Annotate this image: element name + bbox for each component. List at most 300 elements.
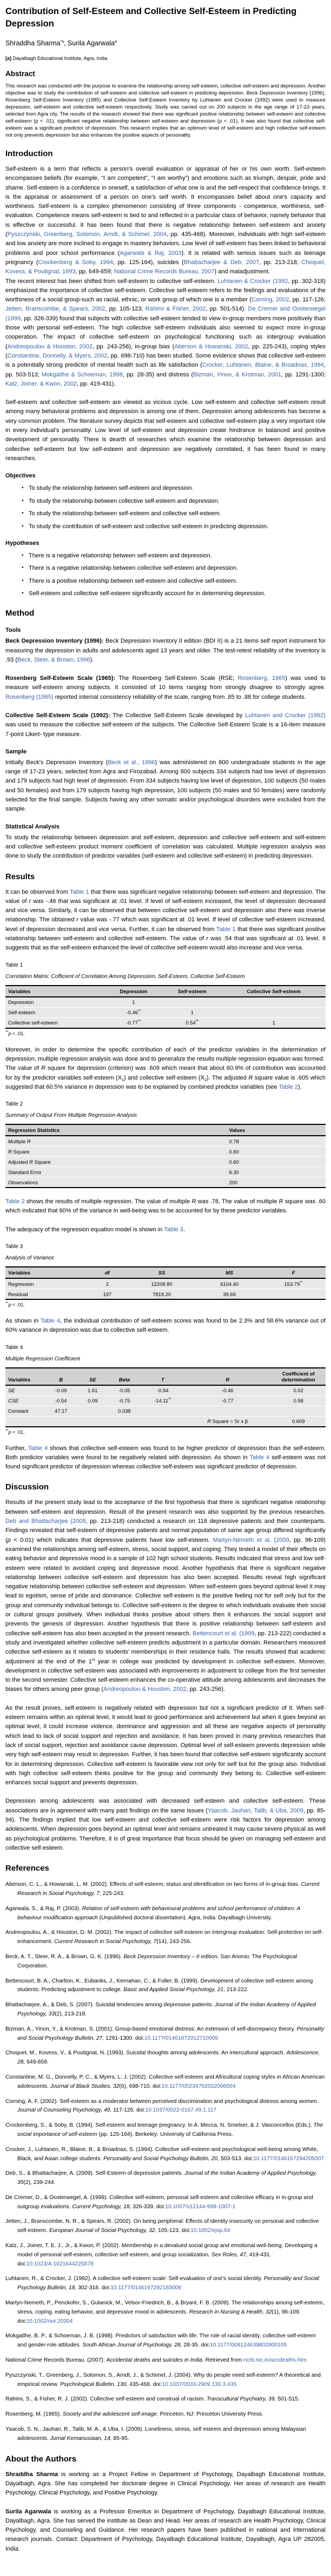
text-run: Jurnal Kemanusiaan, 14, (50, 2435, 112, 2442)
text-run: National Crime Records Bureau. (2007). (5, 2357, 107, 2364)
text-run: R (41, 1065, 46, 1072)
table-cell (5, 1136, 226, 1147)
about-authors-section (5, 2454, 326, 2554)
text-run: Bizman, A., Yinon, Y., & Krotman, S. (2001). Group-based emotional distress: An extension of self-discrepancy theory. (5, 2026, 297, 2032)
text-run: Beck, A. T., Steer, R. A., & Brown, G. K. (1996). (5, 1953, 124, 1960)
table-cell: Standard Error (5, 1167, 226, 1177)
text-run: Accidental deaths and suicides in India (106, 2357, 203, 2364)
citation-link[interactable]: Pyszczynski, Greenberg, Solomon, Arndt, & Schimel, 2004 (7, 231, 167, 238)
table-cell: 0.60 (226, 1157, 326, 1167)
table-cell: 1.61 (78, 1385, 108, 1396)
text-run: shows that collective self-esteem was found to be higher predictor of depression than the self-esteem. Both predictor variables were found to be negatively related with depression. As shown in (5, 1445, 326, 1461)
text-run: R (27, 1138, 31, 1144)
table-cell: Residual (5, 1289, 89, 1300)
table-3-label: Table 3 (5, 1244, 23, 1250)
table-header-cell: F (261, 1267, 326, 1278)
citation-link[interactable]: 10.1177/0146167294205007 (253, 2155, 325, 2162)
table-header-cell: df (89, 1267, 126, 1278)
text-run: ). (90, 656, 94, 663)
citation-link[interactable]: 10.1177/01461672012710005 (144, 2035, 219, 2041)
table-row (5, 1167, 326, 1177)
table-1-caption: Correlation Matrix: Cofficient of Correlation Among Depression, Self-Esteem, Collective Self-Esteem (5, 973, 245, 980)
table-header-cell: B (44, 1368, 78, 1385)
text-run: It can be observed from (5, 888, 70, 895)
text-run: ). It is related with serious issues such as teenage pregnancy ( (5, 249, 326, 266)
reference-item (5, 2332, 326, 2350)
text-run: Initially Beck's Depression Inventory ( (5, 759, 108, 766)
text-run: ) was administered on 800 undergraduate students in the age range of 17-23 years, selected from Agra and Firozabad. Among 800 subjects 334 subjects had low level of depression and 179 subjects had high level of depression. From 334 subjects having low level of depression, 100 subjects (50 males and 50 females) and from 179 subjects having high depression, 100 subjects (50 males and 50 females) were randomly selected for the final sample. Subjects having any other somatic and/or psychological disorders were excluded from the sample. (5, 759, 326, 813)
objective-item: • To study the contribution of self-esteem and collective self-esteem in predicting depression. (22, 523, 326, 531)
text-run: 28-35. doi: (182, 2342, 210, 2349)
citation-link[interactable]: Rosenberg, 1965 (237, 675, 286, 682)
table-row (5, 1177, 326, 1188)
text-run: , pp. 243-256), in-group bias ( (92, 343, 175, 350)
citation-link[interactable]: Deb and Bhattacharjee (2009 (5, 1518, 86, 1525)
text-run: Relation of self-esteem with behavioural problems and school performance of children: A behaviour modification approach (17, 1905, 301, 1921)
table-row (5, 1157, 326, 1167)
abstract-text: This research was conducted with the purpose to examine the relationship among self-esteem, collective self-esteem and depression. Another objective was to study the contribution of self-esteem and collective self-esteem in predicting depression. Beck Depression Inventory (1996), Rosenberg Self-Esteem Inventory (1985) and Collective Self-Esteem Inventory by Luhtanen and Crocker (1992) were used to measure depression, self-esteem and collective self-esteem respectively. Study was carried out on 200 subjects in the age range of 17-23 years, selected from Agra city. The results of the research showed that there was significant positive relationship between self-esteem and collective self-esteem (p < .01), significant negative relationship between self-esteem and depression (p < .01). It was also found that collective self-esteem was a significant predictor of depression. This research implies that an optimum level of self-esteem and high collective self-esteem not only prevents depression but also enhances the positive aspects of personality. (5, 83, 326, 138)
citation-link[interactable]: ncrb.nic.in/accdeaths.htm (243, 2357, 307, 2364)
text-run: r (29, 898, 31, 905)
reference-item (5, 2395, 326, 2404)
author-bio-sharma (5, 2470, 326, 2498)
text-run: Basic and Applied Social Psychology, 21, (123, 1987, 226, 1993)
table-header-cell: Collective Self-esteem (222, 986, 326, 997)
text-run: Deb, S., & Bhattacharjee, A. (2009). Self-Esteem of depressive patients. (5, 2170, 185, 2177)
text-run: , pp. 649-659; (75, 268, 114, 275)
text-run: 117-126. doi: (111, 2107, 145, 2114)
citation-link[interactable]: 10.1007/s12144-999-1007-1 (165, 2203, 236, 2210)
reference-item (5, 2098, 326, 2116)
text-run: ) was used to measure self-esteem among subjects. It consisted of 10 items ranging from strongly disagree to strongly agree. (5, 675, 326, 691)
text-run: that there was significant positive relationship between self-esteem and collective self-esteem. The value of (5, 926, 326, 942)
text-run: 435-468. doi: (128, 2381, 162, 2388)
text-run: is working as a Project Fellow in Department of Psychology, Dayalbagh Educational Institute, Dayalbagh, Agra. She has completed her doctorate degree in Clinical Psychology. Her areas of research are Health Psychology, Clinical Psychology, and Positive Psychology. (5, 2471, 326, 2497)
table-4-caption: Multiple Regression Coefficient (5, 1356, 80, 1362)
citation-link[interactable]: Choquet, Kovess, & Poutignat, 1993 (5, 259, 326, 275)
text-run: , pp. 225-243), coping styles ( (5, 343, 326, 359)
table-cell: 47.17 (44, 1406, 78, 1416)
table-2-caption: Summary of Output From Multiple Regression Analysis (5, 1112, 137, 1119)
regression-summary-table (5, 1124, 326, 1188)
table-cell: 0.58 (271, 1395, 326, 1406)
citation-link[interactable]: Table 4 (40, 1318, 60, 1324)
table-cell: 200 (226, 1177, 326, 1188)
text-run: , pp. 326-339) found that subjects with collective self-esteem tended to view in-group members more positively than those with personal self-esteem. The high collective self-esteem individuals also seemed to expect more in-group cooperation. The impact of collective self-esteem on psychological functioning such as intergroup evaluation ( (5, 315, 326, 350)
citation-link[interactable]: 10.1037/0022-0167.49.1.117 (145, 2107, 217, 2114)
citation-link[interactable]: Luhtanen and Crocker (1992) (245, 712, 326, 719)
reference-item (5, 2356, 326, 2365)
text-run: , pp. 213-222) conducted a study and investigated whether collective self-esteem predicts adjustment in a particular domain. Researchers measured collective self-esteem as it relates to students' memberships in their residence halls. The results showed that academic adjustment at the end of the 1 (5, 1630, 326, 1665)
table-cell (78, 1406, 108, 1416)
citation-link[interactable]: Mokgatlhe & Schoeman, 1998 (41, 371, 123, 378)
text-run: < .01. (11, 1030, 25, 1036)
text-run: ). (297, 1083, 302, 1090)
text-run: Current Psychology, 18, (72, 2203, 131, 2210)
text-run: European Journal of Social Psychology, 32, (49, 2228, 157, 2234)
text-run: (6), 698-710. doi: (119, 2083, 162, 2089)
citation-link[interactable]: Beck et al., 1996 (108, 759, 155, 766)
citation-link[interactable]: Corning, 2002 (251, 296, 289, 304)
table-row (5, 1136, 326, 1147)
text-run: Depression among adolescents was associated with decreased self-esteem and collective self-esteem. These associations are in agreement with many past findings on the same issues ( (5, 1798, 326, 1814)
table-cell: 0.038 (107, 1406, 142, 1416)
text-run: was -.46 that was significant at .01 level. If level of self-esteem increased, the level of depression decreased and vice versa. Similarly, it can be observed that between collective self-esteem and depression also there was inverse relationship. The obtained (5, 898, 326, 923)
text-run: Rahimi, S., & Fisher, R. J. (2002). Collective self-esteem and construal of racism. (5, 2396, 207, 2403)
paragraph: Self-esteem and collective self-esteem are viewed as vicious cycle. Low self-esteem and collective self-esteem result among many behavioral problems and depression is among one of them. Depression among adolescents has become a very common problem. The literature survey depicts that self-esteem and collective self-esteem play a very important role in every individual's personality. Low level of self-esteem and depression create hindrance in balanced and positive development of personality. There is dearth of researches which examine the relationship between depression and collective self-esteem but low self-esteem and depression are negatively correlated, it has been found in many researches. (5, 399, 326, 462)
citation-link[interactable]: Table 1 (216, 926, 236, 933)
table-header-cell: Self-esteem (162, 986, 222, 997)
reference-item (5, 2121, 326, 2140)
table-cell (5, 1395, 44, 1406)
text-run: As shown in (5, 1318, 41, 1324)
text-run: Crocker, J., Luhtanen, R., Blaine, B., & Broadnax, S. (1994). Collective self-esteem and psychological well-being among White, Black, and Asian college students. (5, 2146, 319, 2162)
paragraph (5, 1317, 326, 1336)
citation-link[interactable]: National Crime Records Bureau, 2007 (114, 268, 215, 275)
hypothesis-item: • There is a negative relationship between self-esteem and depression. (22, 552, 326, 560)
citation-link[interactable]: De Cremer and Oosterwegel (1999 (5, 306, 326, 322)
author-bio-agarwala (5, 2507, 326, 2554)
table-header-cell: Values (226, 1124, 326, 1136)
citation-link[interactable]: Table 4 (249, 1454, 270, 1461)
text-run: ** (195, 1020, 199, 1023)
table-cell: 0.09 (78, 1395, 108, 1406)
table-row (5, 997, 326, 1008)
citation-link[interactable]: 10.1177/008124639802800105 (210, 2342, 287, 2349)
citation-link[interactable]: 10.1023/A:1021644225878 (26, 2261, 94, 2267)
table-cell: 1 (162, 1007, 222, 1017)
text-run: , the individual contribution of self-esteem scores was found to be 2.3% and 58.6% variance out of 60% variance in depression was due to collective self-esteem. (5, 1318, 326, 1334)
citation-link[interactable]: Constantine, Donnelly, & Myers, 2002 (7, 352, 108, 359)
text-run: , pp. 243-256). (186, 1686, 226, 1693)
text-run: Jetten, J., Branscombe, N. R., & Spears, R. (2002). On being peripheral: Effects of identity insecurity on personal and collective self-esteem. (5, 2218, 319, 2234)
text-run: p (8, 1302, 11, 1307)
text-run: Journal of the Indian Academy of Applied Psychology, 33 (17, 2002, 316, 2017)
text-run: . Princeton, NJ: Princeton University Press. (156, 2411, 263, 2418)
table-cell: Constant (5, 1406, 44, 1416)
citation-link[interactable]: Andreopoulou & Houston, 2002 (103, 1686, 187, 1693)
citation-link[interactable]: 10.1037/0033-2909.130.3.435 (162, 2381, 237, 2388)
method-heading: Method (5, 609, 35, 618)
text-run: 105-123. doi: (156, 2228, 191, 2234)
citation-link[interactable]: Bhattacharjee & Deb, 2007 (183, 259, 260, 266)
method-section (5, 609, 326, 861)
table-2-label: Table 2 (5, 1101, 23, 1108)
text-run: (2), 213-218. (55, 2011, 87, 2017)
table-row (5, 1395, 326, 1406)
table-cell (5, 1416, 44, 1427)
table-row (5, 1416, 326, 1427)
citation-link[interactable]: Beck, Steer, & Brown, 1996 (17, 656, 90, 663)
reference-item (5, 2217, 326, 2236)
text-run: Personality and Social Psychology Bulletin, 20, (103, 2155, 220, 2162)
text-run: 419-431. doi: (17, 2251, 272, 2267)
text-run: 326-339. doi: (131, 2203, 166, 2210)
text-run: Results of the present study lead to the acceptance of the first hypothesis that there is significant negative relationship between self-esteem and depression. Result of the present research was also supported by the previous researches. (5, 1499, 326, 1515)
reference-item (5, 2371, 326, 2390)
citation-link[interactable]: Table 2 (5, 1198, 25, 1205)
hypothesis-item: • There is a negative relationship between collective self-esteem and depression. (22, 564, 326, 572)
text-run: , pp. 213-218) conducted a research on 118 depressive patients and their counterparts. Findings revealed that self-esteem of depressive patients and normal population of same age group differed significantly ( (5, 1518, 326, 1543)
paragraph (5, 165, 326, 277)
text-run: Constantine, M. G., Donnelly, P. C., & Myers, L. J. (2002). Collective self-esteem and Africultural coping styles in African American adolescents. (5, 2074, 325, 2089)
text-run: Adjusted (8, 1158, 30, 1165)
text-run: st (91, 1657, 95, 1662)
text-run: . (183, 1226, 185, 1233)
table-cell (5, 1147, 226, 1157)
citation-link[interactable]: Aberson & Howanski, 2002 (174, 343, 248, 350)
text-run: The adequacy of the regression equation model is shown in (5, 1226, 164, 1233)
sample-heading: Sample (5, 748, 27, 755)
table-cell: 7819.20 (126, 1289, 197, 1300)
table-cell (162, 997, 222, 1008)
paragraph (5, 888, 326, 953)
text-run: Journal of Counseling Psychology, 49, (17, 2107, 112, 2114)
text-run: , pp. 96-109) examined the relationships among self-esteem, stress, social support, and coping. They tested a model of their effects on eating behavior and depressive mood in a sample of 102 high school students. Results indicated that stress and low self-esteem were related to avoidant coping and depressive mood. Another hypothesis that there is significant negative relationship between collective self-esteem and depression has also been accepted. Results reveal high significant negative relationship between collective self-esteem and depression. When self-esteem goes beyond optimal level it may lead to egotism, sense of pride and dominance. Collective self-esteem is the positive feeling not for self only but for the group and community individual belongs to. Collective self-esteem is the degree to which individuals evaluate their social or cultural groups positively. When individual thinks positive about others then it enhances the social support and prevents the genesis of depression. Another hypothesis that there is positive relationship between self-esteem and collective self-esteem has also been accepted in the present research. (5, 1536, 326, 1637)
table-cell (184, 1416, 271, 1427)
abstract-section (5, 70, 326, 138)
paragraph (5, 1225, 326, 1235)
objective-item: • To study the relationship between collective self-esteem and depression. (22, 497, 326, 505)
text-run: 2 (204, 1078, 207, 1082)
text-run: Current Research in Social Psychology, 7 (54, 1939, 157, 1945)
citation-link[interactable]: Katz, Joiner, & Kwon, 2002 (5, 380, 77, 387)
text-run: CSE (8, 1398, 19, 1404)
citation-link[interactable]: Bettencourt et al. (1999 (193, 1630, 255, 1637)
discussion-heading: Discussion (5, 1482, 49, 1492)
article-page (5, 5, 326, 2554)
citation-link[interactable]: Table 4 (28, 1445, 48, 1452)
paragraph (5, 1444, 326, 1472)
paragraph (5, 1064, 326, 1092)
reference-item (5, 2049, 326, 2067)
text-run: Rosenberg, M. (1965). (5, 2411, 63, 2418)
text-run: , pp. 419-431). (77, 380, 116, 387)
text-run: Corning, A. F. (2002). Self-esteem as a moderator between perceived discrimination and psychological distress among women. (5, 2098, 319, 2105)
introduction-heading: Introduction (5, 149, 53, 158)
table-4-label: Table 4 (5, 1344, 23, 1351)
affiliation (5, 56, 326, 61)
hypotheses-heading: Hypotheses (5, 540, 39, 547)
text-run: Current Research in Social Psychology, 7, (17, 1882, 320, 1897)
references-section (5, 1864, 326, 2443)
text-run: ** (300, 1280, 303, 1285)
table-header-cell: Variables (5, 986, 105, 997)
reference-item (5, 2242, 326, 2269)
citation-link[interactable]: Rosenberg (1965) (5, 693, 54, 700)
text-run: The Rosenberg Self-Esteem Scale (RSE; (118, 675, 238, 682)
text-run: Mokgatlhe, B. P., & Schoeman, J. B. (1998). Predictors of satisfaction with life: The role of racial identity, collective self-esteem and gender-role attitudes. (5, 2333, 316, 2349)
results-heading: Results (5, 872, 35, 881)
objective-item: • To study the relationship between self-esteem and depression. (22, 484, 326, 493)
reference-item (5, 1977, 326, 1995)
text-run: Shraddha Sharma (5, 39, 61, 47)
text-run: 85-95. (111, 2435, 129, 2442)
citation-link[interactable]: 10.1177/0146167292183006 (110, 2285, 182, 2291)
citation-link[interactable]: Table 3 (164, 1226, 183, 1233)
text-run: that there was significant negative relationship between self-esteem and depression. The value of (5, 888, 326, 905)
about-authors-heading: About the Authors (5, 2454, 77, 2464)
citation-link[interactable]: Agarwala & Raj, 2003 (120, 249, 182, 257)
tool-beck (5, 637, 326, 665)
hypothesis-item: • Self-esteem and collective self-esteem significantly account for in determining depression. (22, 590, 326, 598)
text-run: Andreopoulou, A., & Houston, D. M. (2002). The impact of collective self-esteem on intergroup evaluation: Self-protection on self-enhancement. (5, 1930, 323, 1945)
text-run: (Unpublished doctoral dissertation). Agra, India: Dayalbagh University. (97, 1914, 272, 1921)
table-cell (162, 1017, 222, 1028)
table-cell: 39.69 (197, 1289, 261, 1300)
text-run: (pp. 125-164). Berkeley: University of California Press. (97, 2131, 233, 2137)
table-cell (142, 1406, 184, 1416)
text-run: ** (5, 1030, 9, 1034)
text-run: 213-222. (225, 1987, 249, 1993)
table-header-row (5, 986, 326, 997)
table-header-cell: Coefficient of determination (271, 1368, 326, 1385)
regression-coefficient-table (5, 1367, 326, 1427)
paragraph (5, 1498, 326, 1694)
table-cell (271, 1406, 326, 1416)
discussion-section (5, 1482, 326, 1853)
table-cell: 0.60 (226, 1147, 326, 1157)
sample-text (5, 758, 326, 814)
text-run: Further, (5, 1445, 28, 1452)
table-cell (142, 1395, 184, 1406)
statistical-analysis-text: To study the relationship between depression and self-esteem, depression and collective self-esteem and self-esteem and collective self-esteem product moment coefficient of correlation was calculated. Multiple regression analysis was done to study the contribution of predictor variables (self-esteem and collective self-esteem) in predicting depression. (5, 834, 326, 860)
table-header-cell: MS (197, 1267, 261, 1278)
table-cell (78, 1416, 108, 1427)
table-header-cell: Variables (5, 1368, 44, 1385)
text-run: Bhattacharjee, A., & Deb, S. (2007). Suicidal tendencies among depressive patients. (5, 2002, 215, 2008)
reference-item (5, 1953, 326, 1971)
table-header-row (5, 1267, 326, 1278)
text-run: Rosenberg Self-Esteem Scale (1965): (5, 675, 119, 682)
paragraph: As the result proves, self-esteem is negatively related with depression but not a significant predictor of it. When self-esteem remains within an optimal level, it would lead to good performance and achievement but when it goes beyond an optimal level, it could increase violence, dominance and aggression and all these are negative aspects of personality which lead to lack of social support and rejection and avoidance. It has been proved in many previous researches that lack of social support, rejection and avoidance cause depression. Optimal level of self-esteem prevents depression while very high self-esteem may result in depression. Further, it has been found that collective self-esteem significantly account for in determining depression. Collective self-esteem is favorable view not only for self but for the group also. Individual with high collective self-esteem thinks positive for the group and community they belong to. Collective self-esteem enhances social support and prevents depression. (5, 1704, 326, 1786)
text-run: R (207, 1418, 211, 1425)
text-run: ) and collective self-esteem (X (124, 1074, 204, 1081)
table-cell (222, 1007, 326, 1017)
table-1-label: Table 1 (5, 962, 23, 968)
text-run: ** (5, 1302, 9, 1305)
reference-item (5, 2073, 326, 2092)
citation-link[interactable]: Crockenberg & Soby, 1994 (38, 259, 114, 266)
citation-link[interactable]: Crocker, Luhtanen, Blaine, & Broadnax, 1994 (202, 362, 324, 369)
paragraph (5, 1797, 326, 1853)
text-run: ). The adjusted (206, 1074, 249, 1081)
text-run: 225-243. (101, 1890, 125, 1897)
text-run: . San Anonio: The Psychological Corporation. (17, 1953, 297, 1969)
text-run: p (8, 1429, 11, 1435)
citation-link[interactable]: Bizman, Yinon, & Krotman, 2001 (193, 371, 281, 378)
table-cell: 0.609 (271, 1416, 326, 1427)
text-run: SE (8, 1387, 15, 1394)
results-section (5, 872, 326, 1472)
text-run: self-esteem was not found significant predictor of depression whereas collective self-esteem was significant predictor of depression. (5, 1454, 326, 1471)
text-run: 0.54 (186, 1020, 196, 1026)
citation-link[interactable]: Table 1 (70, 888, 89, 895)
text-run: was .54 that was significant at .01 level. It suggests that as the self-esteem enhanced the level of collective self-esteem would also increase and vice versa. (5, 935, 326, 952)
citation-link[interactable]: Martyn-Nemeth et al. (2009 (213, 1536, 289, 1543)
text-run: , pp. 117-126; (289, 296, 326, 304)
tools-heading: Tools (5, 627, 21, 634)
text-run: 1291-1300. doi: (104, 2035, 144, 2041)
table-cell: Self-esteem (5, 1007, 105, 1017)
table-cell (142, 1416, 184, 1427)
text-run: R (8, 1148, 12, 1155)
text-run: Choquet, M., Kovess, V., & Poutignat, N. (1993). Suicidal thoughts among adolescents: An intercultural approach. (5, 2050, 287, 2056)
citation-link[interactable]: Yaacob, Jauhari, Talib, & Uba, 2009 (208, 1807, 303, 1814)
table-row (5, 1278, 326, 1289)
text-run: , pp. 503-513; (5, 362, 326, 378)
citation-link[interactable]: Luhtanen & Crocker (1992 (217, 278, 288, 285)
table-cell: 2 (89, 1278, 126, 1289)
text-run: square value is .605 which suggested that 60.5% variance in depression was to be explained by combined predictor variables (see (5, 1074, 326, 1090)
text-run: Journal of Black Studies, 32 (50, 2083, 120, 2089)
text-run: , pp. 28-35) and distress ( (123, 371, 194, 378)
table-cell: -0.75 (107, 1395, 142, 1406)
table-3-note (5, 1302, 326, 1307)
text-run: -14.11 (154, 1398, 169, 1404)
text-run: is working as a Professor Emeritus in Department of Psychology, Dayalbagh Educational Institute, Dayalbagh, Agra. She has served the institute as Dean and Head. Her areas of research are Health Psychology, Clinical Psychology, and Counseling and Guidance. Her research papers have been published in national and international research journals. Contact: Department of Psychology, Dayalbagh Educational Institute, Dayalbagh, Agra UP 282005, India. (5, 2508, 326, 2552)
reference-item (5, 2194, 326, 2212)
text-run: 501-515. (276, 2396, 300, 2403)
table-cell: -0.94 (142, 1385, 184, 1396)
citation-link[interactable]: 10.1177/00234702032006004 (161, 2083, 236, 2089)
text-run: The Collective Self-Esteem Scale developed by (112, 712, 246, 719)
text-run: Beck Depression Inventory – II edition (123, 1953, 217, 1960)
table-cell (5, 1157, 226, 1167)
text-run: , pp. 85-94). The findings implied that low self-esteem and collective self-esteem were risk factors for depression among adolescents. When depression goes beyond an optimal level and remains untreated it may cause severe physical as well as psychological problems. Therefore, it is of great importance that focus should be given on managing self-esteem and collective self-esteem. (5, 1807, 326, 1851)
text-run: . Retrieved from (202, 2357, 244, 2364)
paragraph (5, 1197, 326, 1216)
citation-link[interactable]: Jetten, Branscombe, & Spears, 2002 (5, 306, 105, 313)
text-run: < .01. (11, 1302, 25, 1307)
text-run: (1), 96-109. doi: (17, 2309, 301, 2324)
table-header-cell: Variables (5, 1267, 89, 1278)
text-run: ) and maladjustment. (214, 268, 270, 275)
citation-link[interactable]: 10.1002/nur.20304 (26, 2318, 73, 2324)
text-run: The social importance of self-esteem (17, 2122, 323, 2137)
text-run: , pp. 125-164), suicides ( (113, 259, 184, 266)
text-run: was used to measure the collective self-esteem of the subjects. The Collective Self-Esteem Scale is a 16-item measure 7-point Likert- type measure. (5, 721, 326, 738)
text-run: (14), 243-256. (156, 1939, 192, 1945)
text-run: value was -.77 which was significant at .01 level. If level of collective self-esteem increased, level of depression decreased and vice versa. Further, it can be observed from (5, 916, 326, 933)
table-cell: Depression (5, 997, 105, 1008)
text-run: Collective Self-Esteem Scale (1992): (5, 712, 113, 719)
objective-item: • To study the relationship between self-esteem and collective self-esteem. (22, 510, 326, 518)
table-cell (184, 1406, 271, 1416)
references-heading: References (5, 1864, 49, 1873)
text-run: Square (11, 1148, 30, 1155)
reference-item (5, 2001, 326, 2019)
text-run: Personality and Social Psychology Bulletin, 18, (17, 2276, 319, 2291)
text-run: Dayalbagh Educational Institute, Agra, India. (12, 56, 109, 61)
text-run: 302-318. doi: (76, 2285, 111, 2291)
text-run: Luhtanen, R., & Crocker, J. (1992). A collective self-esteem scale: Self-evaluation of one's social identity. (5, 2276, 264, 2282)
table-cell: 197 (89, 1289, 126, 1300)
text-run: Society and the adolescent self-image (62, 2411, 157, 2418)
citation-link[interactable]: Rahimi & Fisher, 2002 (145, 306, 206, 313)
text-run: r (76, 916, 78, 923)
introduction-section (5, 149, 326, 598)
citation-link[interactable]: Table 2 (279, 1083, 298, 1090)
text-run: (2), 239-244. (23, 2180, 56, 2186)
table-cell: Collective self-esteem (5, 1017, 105, 1028)
text-run: p (7, 1536, 11, 1543)
text-run: Multiple (8, 1138, 27, 1144)
text-run: < 0.01) which indicates that depressive patients have low self-esteem. (10, 1536, 213, 1543)
citation-link[interactable]: 10.1002/ejsp.64 (190, 2228, 230, 2234)
text-run: < .01. (11, 1429, 25, 1435)
citation-link[interactable]: Andreopoulou & Houston, 2002 (7, 343, 92, 350)
